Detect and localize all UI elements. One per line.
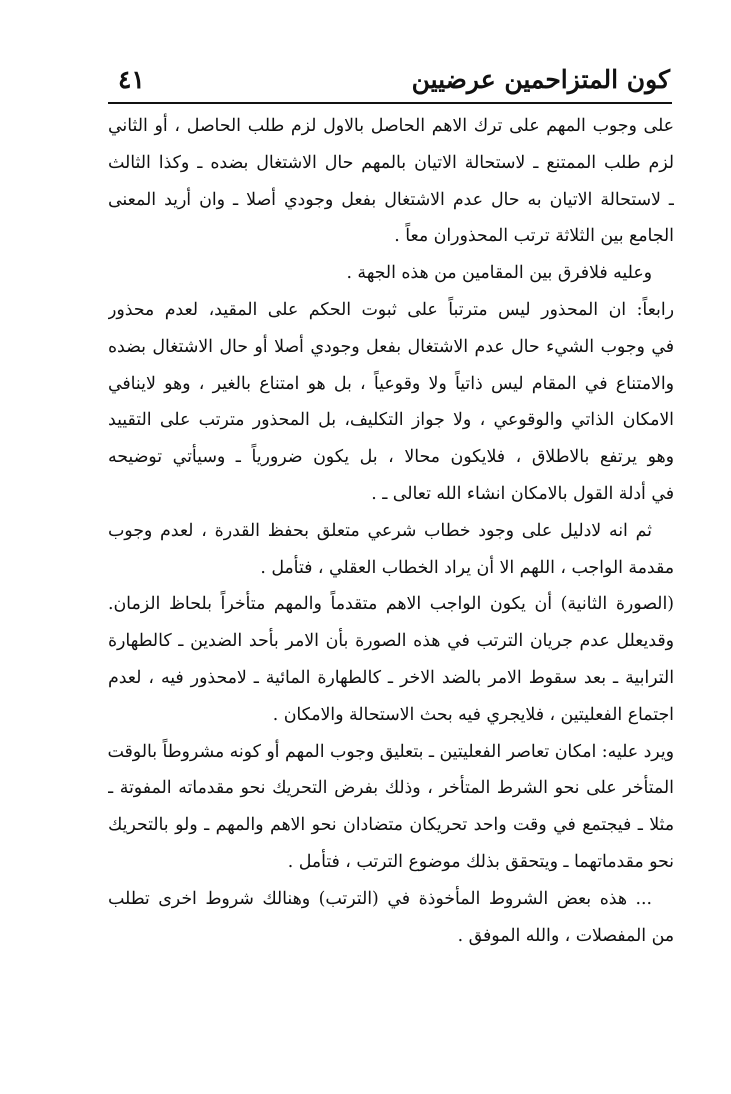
header-divider: [108, 102, 672, 104]
body-text: [108, 108, 674, 954]
text-line: ثم انه لادليل على وجود خطاب شرعي متعلق بحفظ القدرة ، لعدم وجوب: [108, 520, 652, 541]
page-number: ٤١: [118, 64, 145, 94]
text-line: مقدمة الواجب ، اللهم الا أن يراد الخطاب العقلي ، فتأمل .: [260, 557, 674, 578]
page-header: [118, 58, 670, 100]
text-line: وقديعلل عدم جريان الترتب في هذه الصورة بأن الامر بأحد الضدين ـ كالطهارة: [108, 631, 674, 652]
text-line: في وجوب الشيء حال عدم الاشتغال بفعل وجودي أصلا أو حال الاشتغال بضده: [108, 336, 674, 357]
text-line: وهو يرتفع بالاطلاق ، فلايكون محالا ، بل يكون ضرورياً ـ وسيأتي توضيحه: [108, 447, 674, 468]
text-line: والامتناع في المقام ليس ذاتياً ولا وقوعياً ، بل هو امتناع بالغير ، وهو لاينافي: [108, 373, 674, 394]
text-line: الجامع بين الثلاثة ترتب المحذوران معاً .: [394, 226, 674, 247]
text-line: الامكان الذاتي والوقوعي ، ولا جواز التكليف، بل المحذور مترتب على التقييد: [108, 410, 674, 431]
text-line: لزم طلب الممتنع ـ لاستحالة الاتيان بالمهم حال الاشتغال بضده ـ وكذا الثالث: [108, 152, 674, 173]
text-line: (الصورة الثانية) أن يكون الواجب الاهم متقدماً والمهم متأخراً بلحاظ الزمان.: [108, 594, 674, 615]
text-line: المتأخر على نحو الشرط المتأخر ، وذلك بفرض التحريك نحو مقدماته المفوتة ـ: [108, 778, 674, 799]
running-title: كون المتزاحمين عرضيين: [411, 64, 670, 94]
text-line: مثلا ـ فيجتمع في وقت واحد تحريكان متضادان نحو الاهم والمهم ـ ولو بالتحريك: [108, 815, 674, 836]
text-line: وعليه فلافرق بين المقامين من هذه الجهة .: [346, 263, 652, 284]
text-line: رابعاً: ان المحذور ليس مترتباً على ثبوت الحكم على المقيد، لعدم محذور: [108, 299, 674, 320]
text-line: نحو مقدماتهما ـ ويتحقق بذلك موضوع الترتب ، فتأمل .: [287, 851, 674, 872]
text-line: من المفصلات ، والله الموفق .: [457, 925, 674, 946]
text-line: الترابية ـ بعد سقوط الامر بالضد الاخر ـ كالطهارة المائية ـ لامحذور فيه ، لعدم: [108, 667, 674, 688]
text-line: في أدلة القول بالامكان انشاء الله تعالى ـ .: [371, 483, 674, 504]
text-line: ... هذه بعض الشروط المأخوذة في (الترتب) وهنالك شروط اخرى تطلب: [108, 888, 652, 909]
text-line: ويرد عليه: امكان تعاصر الفعليتين ـ بتعليق وجوب المهم أو كونه مشروطاً بالوقت: [108, 741, 674, 762]
text-line: ـ لاستحالة الاتيان به حال عدم الاشتغال بفعل وجودي أصلا ـ وان أريد المعنى: [108, 189, 674, 210]
text-line: على وجوب المهم على ترك الاهم الحاصل بالاول لزم طلب الحاصل ، أو الثاني: [108, 116, 674, 136]
text-line: اجتماع الفعليتين ، فلايجري فيه بحث الاستحالة والامكان .: [272, 704, 674, 725]
